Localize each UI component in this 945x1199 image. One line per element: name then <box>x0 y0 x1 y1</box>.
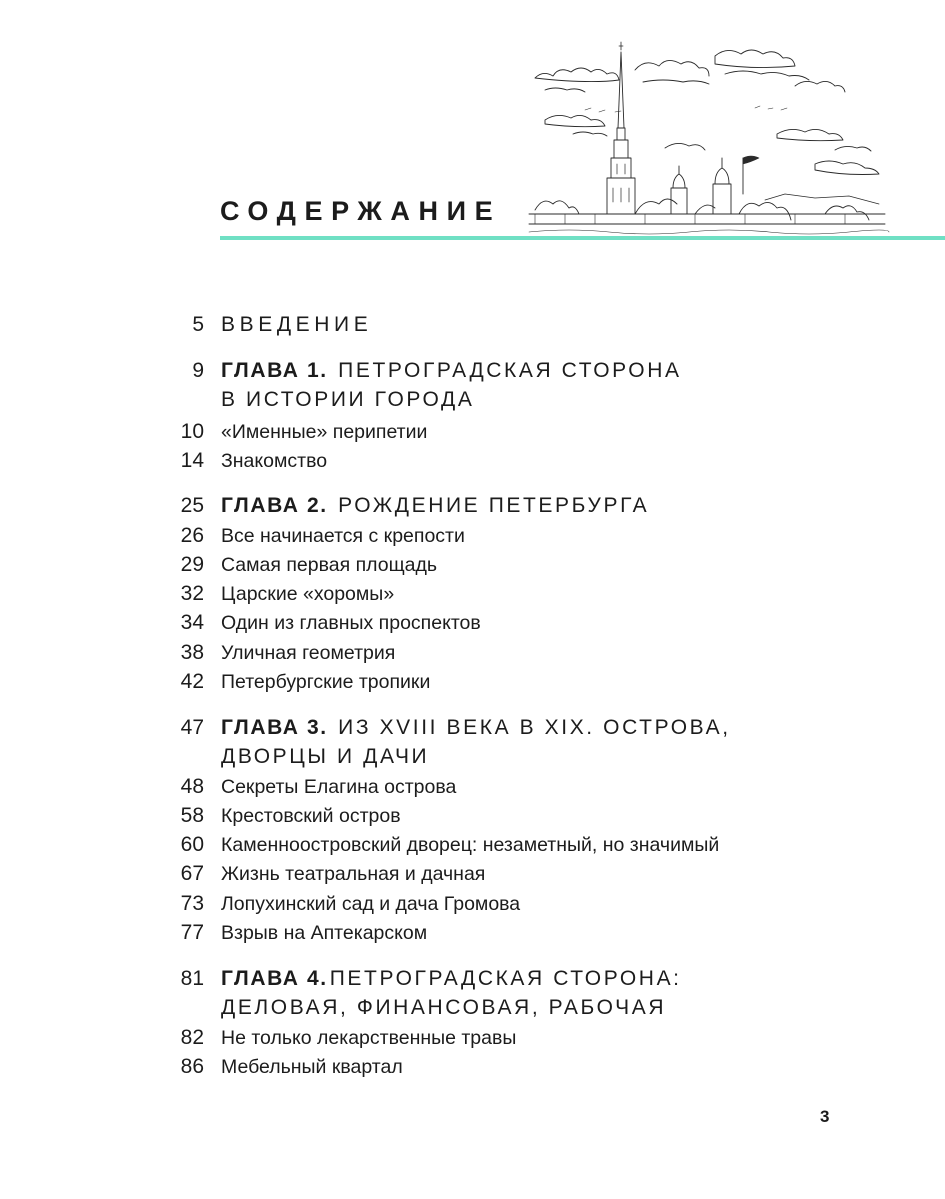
toc-chapter-2[interactable] <box>0 492 945 522</box>
toc-page-number: 82 <box>180 1026 204 1049</box>
toc-item-label: Самая первая площадь <box>221 554 438 576</box>
toc-item-label: Жизнь театральная и дачная <box>221 863 486 885</box>
chapter-prefix: ГЛАВА 1. <box>221 359 328 382</box>
toc-page-number: 38 <box>180 641 204 664</box>
toc-item[interactable] <box>0 580 945 610</box>
toc-item[interactable] <box>0 890 945 920</box>
toc-item-label: Царские «хоромы» <box>221 583 395 605</box>
toc-item-label: «Именные» перипетии <box>221 421 428 443</box>
chapter-prefix: ГЛАВА 3. <box>221 716 328 739</box>
chapter-title: ИЗ XVIII ВЕКА В XIX. ОСТРОВА, <box>338 716 731 739</box>
toc-chapter-1[interactable] <box>0 357 945 387</box>
toc-page-number: 67 <box>180 862 204 885</box>
toc-item[interactable] <box>0 773 945 803</box>
toc-chapter-heading <box>221 357 682 385</box>
page-title: СОДЕРЖАНИЕ <box>220 196 502 226</box>
toc-item[interactable] <box>0 802 945 832</box>
toc-page-number: 25 <box>180 494 204 517</box>
toc-chapter-3[interactable] <box>0 714 945 744</box>
toc-intro[interactable] <box>0 311 945 341</box>
toc-item-label: Все начинается с крепости <box>221 525 465 547</box>
toc-item-label: Крестовский остров <box>221 805 401 827</box>
toc-item-label: Один из главных проспектов <box>221 612 481 634</box>
toc-item-label: Каменноостровский дворец: незаметный, но значимый <box>221 834 720 856</box>
toc-item-label: Мебельный квартал <box>221 1056 403 1078</box>
toc-page-number: 5 <box>192 313 204 336</box>
toc-page-number: 32 <box>180 582 204 605</box>
toc-item[interactable] <box>0 418 945 448</box>
chapter-title-continued: В ИСТОРИИ ГОРОДА <box>221 388 475 411</box>
toc-page-number: 77 <box>180 921 204 944</box>
toc-page-number: 86 <box>180 1055 204 1078</box>
toc-page-number: 29 <box>180 553 204 576</box>
toc-item[interactable] <box>0 1024 945 1054</box>
chapter-title-continued: ДВОРЦЫ И ДАЧИ <box>221 745 430 768</box>
toc-page-number: 42 <box>180 670 204 693</box>
toc-page-number: 73 <box>180 892 204 915</box>
chapter-title: ПЕТРОГРАДСКАЯ СТОРОНА <box>338 359 682 382</box>
chapter-prefix: ГЛАВА 2. <box>221 494 328 517</box>
toc-page-number: 14 <box>180 449 204 472</box>
chapter-title: РОЖДЕНИЕ ПЕТЕРБУРГА <box>338 494 650 517</box>
toc-page-number: 48 <box>180 775 204 798</box>
chapter-prefix: ГЛАВА 4. <box>221 967 328 990</box>
toc-item[interactable] <box>0 522 945 552</box>
toc-page-number: 26 <box>180 524 204 547</box>
toc-item[interactable] <box>0 919 945 949</box>
chapter-title-continued: ДЕЛОВАЯ, ФИНАНСОВАЯ, РАБОЧАЯ <box>221 996 667 1019</box>
toc-chapter-heading <box>221 492 649 520</box>
toc-chapter-heading <box>221 714 731 742</box>
toc-item[interactable] <box>0 831 945 861</box>
toc-chapter-4[interactable] <box>0 965 945 995</box>
toc-page-number: 10 <box>180 420 204 443</box>
toc-item[interactable] <box>0 447 945 477</box>
toc-item[interactable] <box>0 609 945 639</box>
toc-page-number: 47 <box>180 716 204 739</box>
toc-intro-label: ВВЕДЕНИЕ <box>221 313 373 336</box>
chapter-title: ПЕТРОГРАДСКАЯ СТОРОНА: <box>329 967 682 990</box>
toc-page-number: 9 <box>192 359 204 382</box>
toc-page-number: 81 <box>180 967 204 990</box>
toc-item[interactable] <box>0 551 945 581</box>
toc-item[interactable] <box>0 860 945 890</box>
fortress-sketch-illustration <box>525 38 890 238</box>
title-underline <box>220 236 945 240</box>
toc-item-label: Знакомство <box>221 450 328 472</box>
toc-item-label: Уличная геометрия <box>221 642 396 664</box>
toc-item-label: Не только лекарственные травы <box>221 1027 517 1049</box>
toc-page-number: 60 <box>180 833 204 856</box>
toc-item[interactable] <box>0 639 945 669</box>
toc-item[interactable] <box>0 1053 945 1083</box>
toc-item-label: Секреты Елагина острова <box>221 776 457 798</box>
toc-page-number: 34 <box>180 611 204 634</box>
page-number-folio: 3 <box>820 1107 830 1126</box>
toc-item-label: Петербургские тропики <box>221 671 431 693</box>
toc-item[interactable] <box>0 668 945 698</box>
toc-item-label: Взрыв на Аптекарском <box>221 922 428 944</box>
toc-chapter-heading <box>221 965 682 993</box>
toc-item-label: Лопухинский сад и дача Громова <box>221 893 521 915</box>
toc-page-number: 58 <box>180 804 204 827</box>
